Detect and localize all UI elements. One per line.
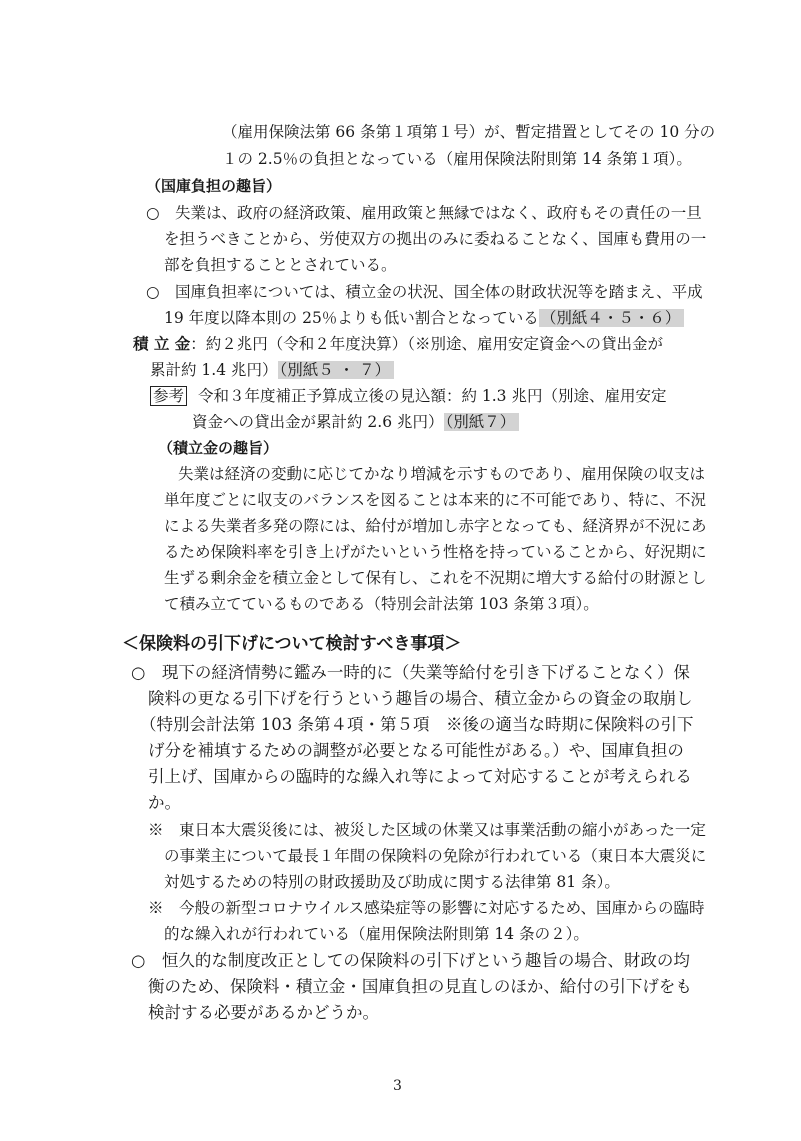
text-line: 険料の更なる引下げを行うという趣旨の場合、積立金からの資金の取崩し	[148, 689, 693, 708]
text-line: 検討する必要があるかどうか。	[148, 1003, 379, 1022]
text-line	[150, 360, 394, 380]
text-line: ※ 東日本大震災後には、被災した区域の休業又は事業活動の縮小があった一定	[148, 821, 706, 839]
text-line	[192, 412, 519, 432]
text-line: 単年度ごとに収支のバランスを図ることは本来的に不可能であり、特に、不況	[164, 491, 707, 509]
text-line: 失業は経済の変動に応じてかなり増減を示すものであり、雇用保険の収支は	[178, 465, 706, 483]
text-line: １の 2.5％の負担となっている（雇用保険法附則第 14 条第１項）。	[222, 150, 692, 168]
highlight-reference: （別紙４・５・６）	[539, 309, 685, 327]
text-line	[150, 386, 666, 406]
label-tsumitatekin: 積 立 金	[133, 335, 191, 353]
text-segment: 19 年度以降本則の 25％よりも低い割合となっている	[164, 309, 539, 327]
text-line: げ分を補填するための調整が必要となる可能性がある。）や、国庫負担の	[148, 741, 684, 760]
sanko-box-label: 参考	[150, 386, 187, 406]
text-line: ○ 現下の経済情勢に鑑み一時的に（失業等給付を引き下げることなく）保	[131, 663, 690, 682]
text-line: の事業主について最長１年間の保険料の免除が行われている（東日本大震災に	[164, 847, 707, 865]
text-line: ○ 国庫負担率については、積立金の状況、国全体の財政状況等を踏まえ、平成	[146, 283, 703, 301]
text-line: ※ 今般の新型コロナウイルス感染症等の影響に対応するため、国庫からの臨時	[148, 899, 705, 917]
text-line: か。	[148, 793, 181, 812]
text-line: 生ずる剰余金を積立金として保有し、これを不況期に増大する給付の財源とし	[164, 569, 707, 587]
heading-kokko-shushi: （国庫負担の趣旨）	[146, 177, 282, 195]
text-line: 衡のため、保険料・積立金・国庫負担の見直しのほか、給付の引下げをも	[148, 977, 692, 996]
heading-tsumitatekin-shushi: （積立金の趣旨）	[158, 439, 279, 457]
text-line	[133, 334, 663, 354]
text-line: 引上げ、国庫からの臨時的な繰入れ等によって対応することが考えられる	[148, 767, 692, 786]
text-line: 部を負担することとされている。	[164, 256, 397, 274]
text-segment: ：約２兆円（令和２年度決算）（※別途、雇用安定資金への貸出金が	[190, 335, 664, 353]
text-line: による失業者多発の際には、給付が増加し赤字となっても、経済界が不況にあ	[164, 517, 707, 535]
page-number: 3	[393, 1078, 402, 1094]
text-segment: 令和３年度補正予算成立後の見込額：約 1.3 兆円（別途、雇用安定	[197, 387, 667, 405]
text-line: （雇用保険法第 66 条第１項第１号）が、暫定措置としてその 10 分の	[222, 123, 716, 141]
text-segment: 資金への貸出金が累計約 2.6 兆円）	[192, 413, 444, 431]
text-line: 的な繰入れが行われている（雇用保険法附則第 14 条の２）。	[164, 925, 589, 943]
text-segment: 累計約 1.4 兆円）	[150, 361, 278, 379]
highlight-reference: （別紙７）	[444, 413, 520, 431]
text-line: て積み立てているものである（特別会計法第 103 条第３項）。	[164, 595, 599, 613]
text-line: （特別会計法第 103 条第４項・第５項 ※後の適当な時期に保険料の引下	[140, 715, 694, 734]
text-line	[164, 308, 684, 328]
highlight-reference: （別紙５ ・ ７）	[278, 361, 395, 379]
section-heading: ＜保険料の引下げについて検討すべき事項＞	[122, 634, 462, 654]
text-line: ○ 失業は、政府の経済政策、雇用政策と無縁ではなく、政府もその責任の一旦	[146, 204, 702, 222]
text-line: るため保険料率を引き上げがたいという性格を持っていることから、好況期に	[164, 543, 707, 561]
text-line: を担うべきことから、労使双方の拠出のみに委ねることなく、国庫も費用の一	[164, 230, 707, 248]
text-line: 対処するための特別の財政援助及び助成に関する法律第 81 条）。	[164, 873, 620, 891]
text-line: ○ 恒久的な制度改正としての保険料の引下げという趣旨の場合、財政の均	[131, 951, 690, 970]
